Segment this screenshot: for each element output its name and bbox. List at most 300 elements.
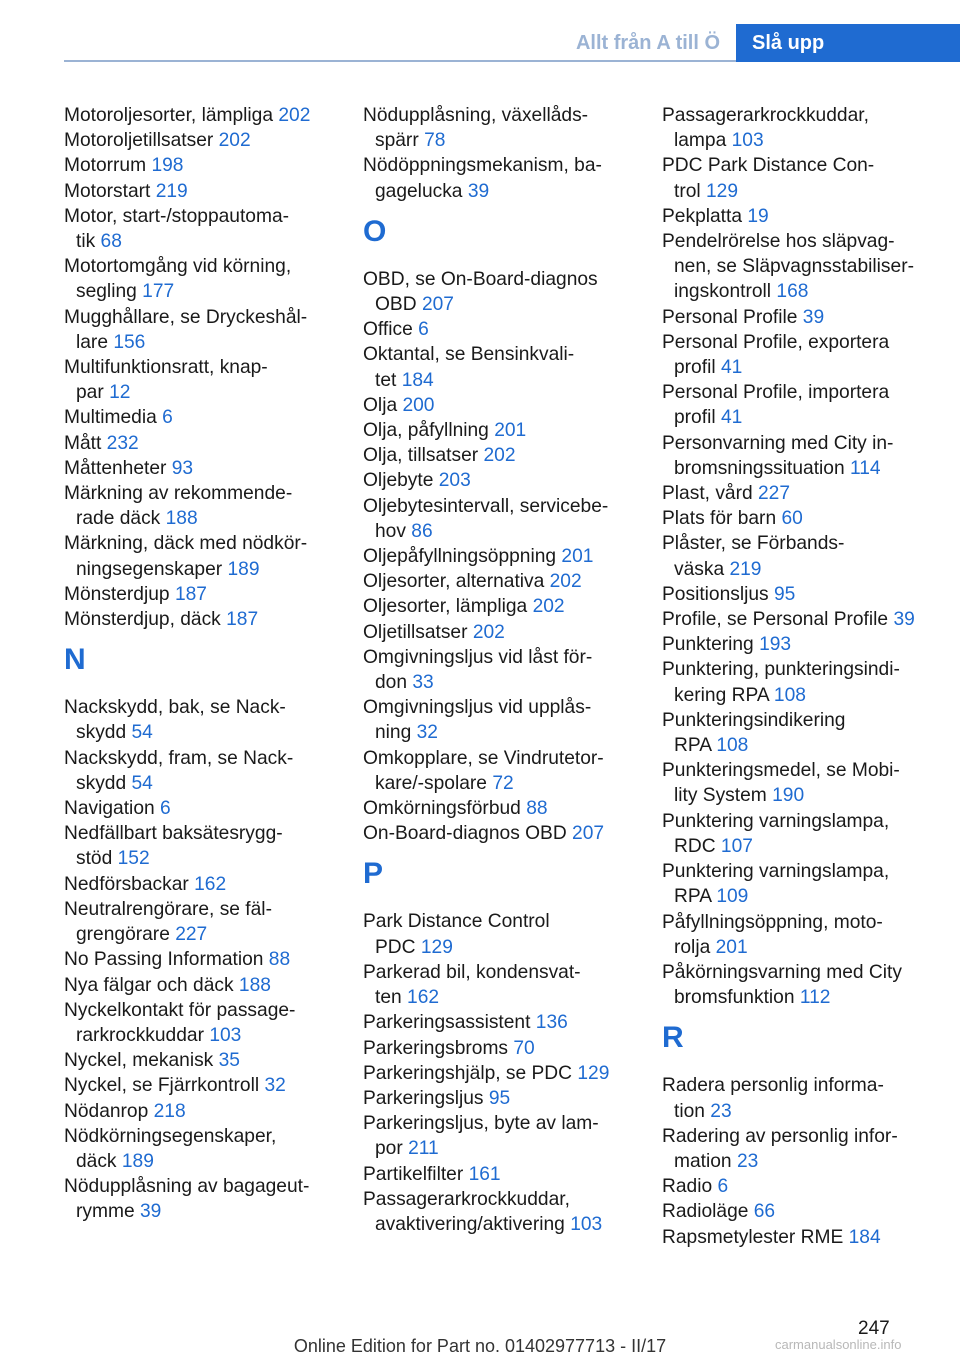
entry-text: ten bbox=[375, 987, 402, 1009]
entry-text: Rapsmetylester RME bbox=[662, 1226, 844, 1248]
index-entry bbox=[363, 544, 653, 569]
entry-text: tion bbox=[674, 1100, 705, 1122]
entry-text: bromsningssituation bbox=[674, 457, 845, 479]
page-link[interactable]: 93 bbox=[171, 457, 194, 479]
page-link[interactable]: 129 bbox=[420, 936, 453, 958]
entry-text: Nyckelkontakt för passage- bbox=[64, 999, 296, 1021]
page-link[interactable]: 88 bbox=[268, 949, 291, 971]
index-entry bbox=[64, 1073, 354, 1098]
page-link[interactable]: 88 bbox=[526, 798, 548, 820]
entry-text: Nyckel, se Fjärrkontroll bbox=[64, 1075, 260, 1097]
entry-text: Mönsterdjup bbox=[64, 583, 170, 605]
entry-text: Omgivningsljus vid låst för- bbox=[363, 646, 593, 668]
index-entry bbox=[363, 1010, 653, 1035]
page-link[interactable]: 95 bbox=[774, 583, 796, 605]
entry-text: Nödanrop bbox=[64, 1100, 149, 1122]
entry-text: Punkteringsindikering bbox=[662, 709, 846, 731]
index-entry bbox=[64, 897, 354, 947]
page-link[interactable]: 201 bbox=[561, 546, 594, 568]
page-link[interactable]: 193 bbox=[759, 634, 792, 656]
page-number: 247 bbox=[858, 1318, 890, 1339]
section-letter: O bbox=[363, 214, 387, 248]
page-link[interactable]: 60 bbox=[781, 508, 803, 530]
index-entry bbox=[662, 632, 954, 657]
entry-text: Office bbox=[363, 319, 413, 341]
page-link[interactable]: 200 bbox=[402, 394, 435, 416]
entry-text: Plåster, se Förbands- bbox=[662, 533, 845, 555]
entry-text: Pekplatta bbox=[662, 205, 743, 227]
page-link[interactable]: 202 bbox=[483, 445, 516, 467]
entry-text: lampa bbox=[674, 130, 727, 152]
index-entry bbox=[64, 179, 354, 204]
entry-text: väska bbox=[674, 558, 725, 580]
entry-text: Oljetillsatser bbox=[363, 621, 468, 643]
entry-text: Nya fälgar och däck bbox=[64, 974, 234, 996]
page-link[interactable]: 219 bbox=[729, 558, 762, 580]
entry-text: trol bbox=[674, 180, 701, 202]
entry-text: rarkrockkuddar bbox=[76, 1024, 204, 1046]
page-link[interactable]: 187 bbox=[226, 609, 259, 631]
index-entry bbox=[64, 1174, 354, 1224]
page-link[interactable]: 201 bbox=[715, 936, 748, 958]
page-link[interactable]: 168 bbox=[776, 281, 809, 303]
page-link[interactable]: 203 bbox=[438, 470, 471, 492]
index-entry bbox=[64, 821, 354, 871]
entry-text: Omkörningsförbud bbox=[363, 798, 521, 820]
entry-text: por bbox=[375, 1138, 403, 1160]
page-link[interactable]: 41 bbox=[720, 357, 743, 379]
page-link[interactable]: 66 bbox=[753, 1201, 776, 1223]
entry-text: Märkning av rekommende- bbox=[64, 483, 293, 505]
index-entry bbox=[363, 695, 653, 745]
index-entry bbox=[64, 746, 354, 796]
index-entry bbox=[64, 204, 354, 254]
page-link[interactable]: 152 bbox=[117, 848, 150, 870]
entry-text: ning bbox=[375, 722, 412, 744]
entry-text: Passagerarkrockkuddar, bbox=[662, 105, 869, 126]
entry-text: skydd bbox=[76, 772, 127, 794]
index-entry bbox=[64, 128, 354, 153]
entry-text: tet bbox=[375, 369, 397, 391]
index-entry bbox=[662, 708, 954, 758]
page-link[interactable]: 54 bbox=[131, 772, 153, 794]
page-link[interactable]: 32 bbox=[264, 1075, 286, 1097]
page-link[interactable]: 95 bbox=[488, 1087, 511, 1109]
entry-text: Parkeringshjälp, se PDC bbox=[363, 1062, 573, 1084]
entry-text: profil bbox=[674, 357, 716, 379]
page-link[interactable]: 23 bbox=[736, 1150, 759, 1172]
page-link[interactable]: 202 bbox=[549, 571, 582, 593]
page-link[interactable]: 6 bbox=[162, 407, 173, 429]
index-entry bbox=[662, 910, 954, 960]
entry-text: Motorstart bbox=[64, 180, 151, 202]
index-entry bbox=[662, 859, 954, 909]
page-link[interactable]: 202 bbox=[218, 130, 251, 152]
entry-text: Punkteringsmedel, se Mobi- bbox=[662, 760, 900, 782]
entry-text: bromsfunktion bbox=[674, 987, 795, 1009]
entry-text: Olja bbox=[363, 394, 398, 416]
index-entry bbox=[363, 821, 653, 846]
entry-text: spärr bbox=[375, 130, 419, 152]
index-entry bbox=[662, 607, 954, 632]
page-link[interactable]: 202 bbox=[472, 621, 505, 643]
entry-text: avaktivering/aktivering bbox=[375, 1213, 565, 1235]
page-link[interactable]: 78 bbox=[424, 130, 446, 152]
index-entry bbox=[662, 431, 954, 481]
page-link[interactable]: 68 bbox=[100, 231, 122, 253]
index-entry bbox=[64, 872, 354, 897]
page-link[interactable]: 107 bbox=[720, 835, 753, 857]
entry-text: RPA bbox=[674, 886, 711, 908]
page-link[interactable]: 103 bbox=[570, 1213, 603, 1235]
entry-text: Omgivningsljus vid upplås- bbox=[363, 697, 592, 719]
index-entry bbox=[363, 418, 653, 443]
index-entry bbox=[662, 531, 954, 581]
entry-text: Oljebyte bbox=[363, 470, 434, 492]
index-entry bbox=[64, 153, 354, 178]
index-entry bbox=[363, 645, 653, 695]
index-entry bbox=[64, 305, 354, 355]
page-link[interactable]: 86 bbox=[411, 520, 433, 542]
page-link[interactable]: 136 bbox=[535, 1012, 568, 1034]
index-entry bbox=[64, 1124, 354, 1174]
entry-text: mation bbox=[674, 1150, 732, 1172]
index-entry bbox=[363, 393, 653, 418]
index-entry bbox=[662, 960, 954, 1010]
page-link[interactable]: 109 bbox=[716, 886, 749, 908]
entry-text: gagelucka bbox=[375, 180, 463, 202]
index-entry bbox=[363, 909, 653, 959]
entry-text: Nödupplåsning, växellåds- bbox=[363, 105, 589, 126]
index-entry bbox=[64, 355, 354, 405]
entry-text: stöd bbox=[76, 848, 113, 870]
entry-text: No Passing Information bbox=[64, 949, 264, 971]
index-entry bbox=[662, 1199, 954, 1224]
index-entry bbox=[363, 569, 653, 594]
entry-text: Neutralrengörare, se fäl- bbox=[64, 898, 272, 920]
page-link[interactable]: 188 bbox=[238, 974, 271, 996]
index-entry bbox=[363, 267, 653, 317]
page-link[interactable]: 72 bbox=[492, 772, 514, 794]
entry-text: Påkörningsvarning med City bbox=[662, 961, 902, 983]
index-entry bbox=[662, 229, 954, 305]
section-letter: P bbox=[363, 857, 384, 891]
index-entry bbox=[662, 809, 954, 859]
entry-text: Nackskydd, bak, se Nack- bbox=[64, 697, 286, 719]
page-link[interactable]: 12 bbox=[109, 382, 131, 404]
index-entry bbox=[64, 103, 354, 128]
entry-text: Motoroljesorter, lämpliga bbox=[64, 105, 274, 126]
index-entry bbox=[64, 405, 354, 430]
entry-text: Oktantal, se Bensinkvali- bbox=[363, 344, 575, 366]
index-entry bbox=[662, 481, 954, 506]
page-link[interactable]: 227 bbox=[758, 483, 791, 505]
page-link[interactable]: 114 bbox=[850, 457, 881, 479]
entry-text: Motor, start-/stoppautoma- bbox=[64, 205, 290, 227]
index-entry bbox=[64, 531, 354, 581]
page-link[interactable]: 189 bbox=[227, 558, 260, 580]
index-entry bbox=[363, 594, 653, 619]
entry-text: rymme bbox=[76, 1201, 135, 1223]
index-entry bbox=[363, 1187, 653, 1237]
index-entry bbox=[662, 1073, 954, 1123]
index-entry bbox=[363, 1061, 653, 1086]
page-link[interactable]: 207 bbox=[572, 823, 605, 845]
page-link[interactable]: 23 bbox=[710, 1100, 732, 1122]
page-link[interactable]: 184 bbox=[401, 369, 434, 391]
entry-text: don bbox=[375, 672, 408, 694]
page-link[interactable]: 129 bbox=[706, 180, 739, 202]
entry-text: Radering av personlig infor- bbox=[662, 1125, 898, 1147]
index-entry bbox=[363, 1162, 653, 1187]
entry-text: Nedförsbackar bbox=[64, 873, 189, 895]
entry-text: Parkeringsljus bbox=[363, 1087, 484, 1109]
entry-text: tik bbox=[76, 231, 96, 253]
entry-text: Oljesorter, alternativa bbox=[363, 571, 545, 593]
entry-text: Multimedia bbox=[64, 407, 157, 429]
page-link[interactable]: 161 bbox=[468, 1163, 501, 1185]
entry-text: On-Board-diagnos OBD bbox=[363, 823, 567, 845]
entry-text: Olja, påfyllning bbox=[363, 420, 489, 442]
index-entry bbox=[662, 204, 954, 229]
entry-text: Punktering varningslampa, bbox=[662, 810, 890, 832]
index-entry bbox=[64, 607, 354, 632]
page-link[interactable]: 187 bbox=[174, 583, 207, 605]
entry-text: profil bbox=[674, 407, 716, 429]
entry-text: Punktering, punkteringsindi- bbox=[662, 659, 900, 681]
entry-text: Navigation bbox=[64, 798, 155, 820]
entry-text: Radio bbox=[662, 1176, 713, 1198]
index-entry bbox=[64, 431, 354, 456]
entry-text: Motoroljetillsatser bbox=[64, 130, 214, 152]
entry-text: Nackskydd, fram, se Nack- bbox=[64, 747, 294, 769]
entry-text: par bbox=[76, 382, 104, 404]
watermark: carmanualsonline.info bbox=[775, 1337, 902, 1352]
page-link[interactable]: 162 bbox=[194, 873, 227, 895]
page-link[interactable]: 32 bbox=[416, 722, 438, 744]
entry-text: lity System bbox=[674, 785, 767, 807]
index-entry bbox=[662, 506, 954, 531]
index-entry bbox=[662, 657, 954, 707]
entry-text: PDC Park Distance Con- bbox=[662, 155, 875, 177]
entry-text: Passagerarkrockkuddar, bbox=[363, 1188, 570, 1210]
lookup-tab[interactable]: Slå upp bbox=[736, 24, 960, 62]
index-entry bbox=[662, 103, 954, 153]
page-link[interactable]: 184 bbox=[848, 1226, 881, 1248]
page-link[interactable]: 201 bbox=[494, 420, 527, 442]
entry-text: Partikelfilter bbox=[363, 1163, 464, 1185]
page-link[interactable]: 108 bbox=[716, 735, 749, 757]
page-link[interactable]: 6 bbox=[160, 798, 171, 820]
page-link[interactable]: 162 bbox=[407, 987, 440, 1009]
page-link[interactable]: 190 bbox=[772, 785, 805, 807]
section-label[interactable]: Allt från A till Ö bbox=[575, 32, 721, 54]
index-entry bbox=[64, 582, 354, 607]
entry-text: Nödöppningsmekanism, ba- bbox=[363, 155, 602, 177]
page-link[interactable]: 189 bbox=[121, 1150, 154, 1172]
entry-text: Motortomgång vid körning, bbox=[64, 256, 292, 278]
index-entry bbox=[363, 1111, 653, 1161]
entry-text: Motorrum bbox=[64, 155, 147, 177]
entry-text: kare/-spolare bbox=[375, 772, 487, 794]
entry-text: Måttenheter bbox=[64, 457, 167, 479]
index-entry bbox=[662, 758, 954, 808]
index-column-3 bbox=[662, 103, 954, 1250]
page-link[interactable]: 103 bbox=[209, 1024, 242, 1046]
index-entry bbox=[363, 468, 653, 493]
entry-text: nen, se Släpvagnsstabiliser- bbox=[674, 256, 914, 278]
page-link[interactable]: 108 bbox=[773, 684, 806, 706]
index-entry bbox=[64, 796, 354, 821]
index-entry bbox=[363, 443, 653, 468]
page-link[interactable]: 211 bbox=[408, 1138, 439, 1160]
entry-text: Nyckel, mekanisk bbox=[64, 1050, 214, 1072]
entry-text: rolja bbox=[674, 936, 711, 958]
entry-text: Parkeringsljus, byte av lam- bbox=[363, 1113, 599, 1135]
entry-text: RDC bbox=[674, 835, 716, 857]
index-entry bbox=[64, 1099, 354, 1124]
entry-text: grengörare bbox=[76, 924, 170, 946]
entry-text: Plast, vård bbox=[662, 483, 753, 505]
entry-text: PDC bbox=[375, 936, 416, 958]
page-link[interactable]: 6 bbox=[717, 1176, 729, 1198]
index-entry bbox=[363, 494, 653, 544]
entry-text: Parkerad bil, kondensvat- bbox=[363, 961, 581, 983]
index-entry bbox=[363, 620, 653, 645]
page-link[interactable]: 232 bbox=[106, 432, 139, 454]
entry-text: Mått bbox=[64, 432, 102, 454]
section-letter: R bbox=[662, 1021, 684, 1055]
entry-text: Profile, se Personal Profile bbox=[662, 609, 889, 631]
entry-text: hov bbox=[375, 520, 406, 542]
index-entry bbox=[363, 1036, 653, 1061]
page-link[interactable]: 202 bbox=[532, 596, 565, 618]
index-entry bbox=[363, 103, 653, 153]
index-entry bbox=[64, 254, 354, 304]
entry-text: OBD, se On-Board-diagnos bbox=[363, 268, 598, 290]
entry-text: Radera personlig informa- bbox=[662, 1075, 884, 1097]
entry-text: Radioläge bbox=[662, 1201, 749, 1223]
index-entry bbox=[363, 342, 653, 392]
index-entry bbox=[64, 481, 354, 531]
index-column-1 bbox=[64, 103, 354, 1225]
index-entry bbox=[64, 947, 354, 972]
entry-text: Mugghållare, se Dryckeshål- bbox=[64, 306, 308, 328]
entry-text: Park Distance Control bbox=[363, 911, 550, 933]
index-entry bbox=[662, 1174, 954, 1199]
index-entry bbox=[363, 960, 653, 1010]
page-link[interactable]: 6 bbox=[418, 319, 429, 341]
page-link[interactable]: 39 bbox=[139, 1201, 162, 1223]
page-link[interactable]: 39 bbox=[802, 306, 825, 328]
page-link[interactable]: 39 bbox=[893, 609, 915, 631]
page-link[interactable]: 188 bbox=[165, 508, 198, 530]
index-entry bbox=[363, 317, 653, 342]
page-link[interactable]: 35 bbox=[218, 1050, 240, 1072]
section-letter: N bbox=[64, 643, 86, 677]
index-entry bbox=[662, 380, 954, 430]
entry-text: skydd bbox=[76, 722, 127, 744]
entry-text: Olja, tillsatser bbox=[363, 445, 479, 467]
entry-text: Multifunktionsratt, knap- bbox=[64, 357, 268, 379]
index-entry bbox=[662, 153, 954, 203]
entry-text: Positionsljus bbox=[662, 583, 769, 605]
index-column-2 bbox=[363, 103, 653, 1237]
page-link[interactable]: 156 bbox=[113, 331, 146, 353]
page-link[interactable]: 218 bbox=[153, 1100, 186, 1122]
entry-text: Mönsterdjup, däck bbox=[64, 609, 221, 631]
page-link[interactable]: 207 bbox=[421, 294, 454, 316]
page-link[interactable]: 129 bbox=[577, 1062, 610, 1084]
entry-text: Punktering bbox=[662, 634, 754, 656]
entry-text: Märkning, däck med nödkör- bbox=[64, 533, 308, 555]
entry-text: Pendelrörelse hos släpvag- bbox=[662, 231, 895, 253]
entry-text: Oljepåfyllningsöppning bbox=[363, 546, 557, 568]
entry-text: Parkeringsbroms bbox=[363, 1037, 509, 1059]
entry-text: Påfyllningsöppning, moto- bbox=[662, 911, 883, 933]
entry-text: Personal Profile, importera bbox=[662, 382, 890, 404]
page-link[interactable]: 70 bbox=[513, 1037, 535, 1059]
entry-text: lare bbox=[76, 331, 108, 353]
page-link[interactable]: 19 bbox=[747, 205, 769, 227]
index-entry bbox=[363, 1086, 653, 1111]
entry-text: kering RPA bbox=[674, 684, 769, 706]
page-link[interactable]: 112 bbox=[799, 987, 831, 1009]
index-entry bbox=[64, 695, 354, 745]
index-entry bbox=[662, 330, 954, 380]
entry-text: Nödkörningsegenskaper, bbox=[64, 1125, 277, 1147]
index-entry bbox=[64, 456, 354, 481]
entry-text: Personal Profile bbox=[662, 306, 798, 328]
entry-text: Parkeringsassistent bbox=[363, 1012, 531, 1034]
entry-text: OBD bbox=[375, 294, 417, 316]
entry-text: Nedfällbart baksätesrygg- bbox=[64, 823, 283, 845]
index-entry bbox=[662, 1225, 954, 1250]
page-link[interactable]: 54 bbox=[131, 722, 153, 744]
entry-text: ingskontroll bbox=[674, 281, 772, 303]
index-entry bbox=[64, 1048, 354, 1073]
index-entry bbox=[363, 153, 653, 203]
index-entry bbox=[64, 998, 354, 1048]
edition-footer: Online Edition for Part no. 01402977713 - II/17 bbox=[293, 1336, 667, 1356]
index-entry bbox=[64, 973, 354, 998]
entry-text: Personal Profile, exportera bbox=[662, 331, 890, 353]
entry-text: Punktering varningslampa, bbox=[662, 861, 890, 883]
page-link[interactable]: 33 bbox=[412, 672, 434, 694]
page-link[interactable]: 202 bbox=[278, 105, 311, 126]
entry-text: däck bbox=[76, 1150, 117, 1172]
index-entry bbox=[662, 582, 954, 607]
index-entry bbox=[363, 746, 653, 796]
entry-text: RPA bbox=[674, 735, 711, 757]
entry-text: Personvarning med City in- bbox=[662, 432, 894, 454]
page-link[interactable]: 198 bbox=[151, 155, 184, 177]
page-link[interactable]: 227 bbox=[175, 924, 208, 946]
entry-text: Nödupplåsning av bagageut- bbox=[64, 1176, 310, 1198]
page-link[interactable]: 177 bbox=[142, 281, 175, 303]
entry-text: Omkopplare, se Vindrutetor- bbox=[363, 747, 604, 769]
entry-text: rade däck bbox=[76, 508, 161, 530]
page-link[interactable]: 103 bbox=[731, 130, 764, 152]
page-link[interactable]: 219 bbox=[155, 180, 188, 202]
entry-text: segling bbox=[76, 281, 137, 303]
page-link[interactable]: 39 bbox=[467, 180, 490, 202]
entry-text: ningsegenskaper bbox=[76, 558, 223, 580]
entry-text: Oljesorter, lämpliga bbox=[363, 596, 528, 618]
entry-text: Plats för barn bbox=[662, 508, 777, 530]
index-entry bbox=[363, 796, 653, 821]
page-link[interactable]: 41 bbox=[720, 407, 743, 429]
